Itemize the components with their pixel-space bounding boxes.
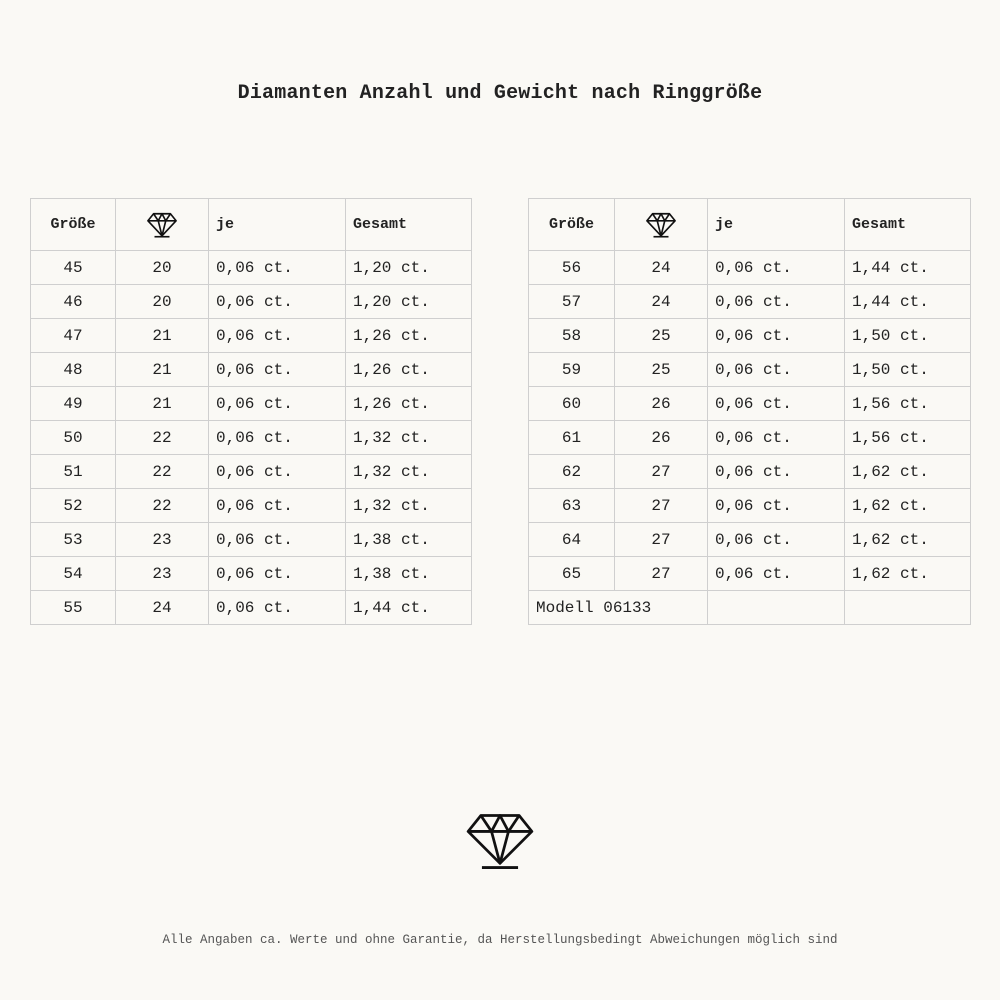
cell-size: 58 [529,319,615,353]
cell-total: 1,62 ct. [845,489,971,523]
cell-total: 1,38 ct. [346,557,472,591]
cell-size: 64 [529,523,615,557]
table-row [31,387,472,421]
empty-cell [845,591,971,625]
table-row [529,455,971,489]
empty-cell [708,591,845,625]
cell-per: 0,06 ct. [209,557,346,591]
table-row [31,455,472,489]
cell-size: 54 [31,557,116,591]
page-title: Diamanten Anzahl und Gewicht nach Ringgröße [237,82,763,105]
cell-total: 1,26 ct. [346,353,472,387]
cell-per: 0,06 ct. [708,251,845,285]
disclaimer-text: Alle Angaben ca. Werte und ohne Garantie, da Herstellungsbedingt Abweichungen möglich sind [162,933,838,947]
cell-count: 27 [615,489,708,523]
cell-per: 0,06 ct. [209,421,346,455]
table-row [31,251,472,285]
cell-size: 48 [31,353,116,387]
cell-count: 21 [116,387,209,421]
cell-per: 0,06 ct. [209,489,346,523]
cell-per: 0,06 ct. [209,387,346,421]
table-row [31,353,472,387]
cell-count: 24 [615,251,708,285]
header-size: Größe [31,199,116,251]
cell-total: 1,26 ct. [346,319,472,353]
header-per: je [209,199,346,251]
diamond-icon [116,212,208,238]
cell-total: 1,44 ct. [845,251,971,285]
size-table-right [528,198,971,625]
cell-count: 27 [615,455,708,489]
table-row [529,489,971,523]
cell-per: 0,06 ct. [708,319,845,353]
cell-per: 0,06 ct. [209,455,346,489]
table-row [529,353,971,387]
cell-size: 53 [31,523,116,557]
cell-total: 1,56 ct. [845,387,971,421]
diamond-icon [615,212,707,238]
cell-per: 0,06 ct. [209,251,346,285]
diamond-logo-icon [466,812,534,875]
cell-count: 24 [116,591,209,625]
cell-total: 1,44 ct. [346,591,472,625]
cell-per: 0,06 ct. [209,319,346,353]
cell-count: 21 [116,319,209,353]
cell-total: 1,62 ct. [845,523,971,557]
cell-count: 25 [615,319,708,353]
cell-size: 47 [31,319,116,353]
cell-count: 20 [116,251,209,285]
model-number: Modell 06133 [529,591,708,625]
cell-total: 1,20 ct. [346,285,472,319]
table-row [529,251,971,285]
table-header-row [529,199,971,251]
cell-total: 1,32 ct. [346,421,472,455]
cell-total: 1,26 ct. [346,387,472,421]
cell-size: 63 [529,489,615,523]
cell-size: 46 [31,285,116,319]
cell-size: 57 [529,285,615,319]
cell-count: 26 [615,387,708,421]
table-row [529,421,971,455]
header-size: Größe [529,199,615,251]
table-row [31,285,472,319]
table-row [529,557,971,591]
header-count [116,199,209,251]
table-header-row [31,199,472,251]
cell-size: 50 [31,421,116,455]
cell-size: 45 [31,251,116,285]
cell-count: 22 [116,489,209,523]
cell-count: 22 [116,455,209,489]
cell-size: 60 [529,387,615,421]
cell-count: 24 [615,285,708,319]
cell-total: 1,50 ct. [845,353,971,387]
cell-total: 1,38 ct. [346,523,472,557]
cell-per: 0,06 ct. [708,523,845,557]
table-row [31,523,472,557]
header-count [615,199,708,251]
cell-per: 0,06 ct. [708,557,845,591]
cell-total: 1,44 ct. [845,285,971,319]
cell-total: 1,56 ct. [845,421,971,455]
table-row [31,319,472,353]
cell-count: 23 [116,557,209,591]
cell-count: 20 [116,285,209,319]
size-table-left [30,198,472,625]
cell-per: 0,06 ct. [209,523,346,557]
cell-count: 25 [615,353,708,387]
cell-per: 0,06 ct. [209,285,346,319]
cell-size: 51 [31,455,116,489]
cell-per: 0,06 ct. [708,285,845,319]
cell-size: 55 [31,591,116,625]
cell-total: 1,32 ct. [346,455,472,489]
cell-per: 0,06 ct. [209,591,346,625]
table-row [31,421,472,455]
cell-count: 26 [615,421,708,455]
table-row [529,285,971,319]
table-row [529,523,971,557]
table-row [31,489,472,523]
cell-per: 0,06 ct. [708,455,845,489]
cell-count: 27 [615,523,708,557]
table-row [529,387,971,421]
cell-per: 0,06 ct. [708,421,845,455]
cell-size: 56 [529,251,615,285]
cell-size: 59 [529,353,615,387]
cell-per: 0,06 ct. [708,489,845,523]
cell-total: 1,20 ct. [346,251,472,285]
cell-total: 1,62 ct. [845,455,971,489]
cell-per: 0,06 ct. [708,353,845,387]
cell-per: 0,06 ct. [708,387,845,421]
table-row [31,591,472,625]
cell-count: 27 [615,557,708,591]
cell-count: 23 [116,523,209,557]
cell-count: 21 [116,353,209,387]
table-row [31,557,472,591]
header-total: Gesamt [346,199,472,251]
model-row [529,591,971,625]
cell-total: 1,50 ct. [845,319,971,353]
cell-size: 62 [529,455,615,489]
header-total: Gesamt [845,199,971,251]
cell-size: 65 [529,557,615,591]
cell-size: 52 [31,489,116,523]
cell-size: 49 [31,387,116,421]
table-row [529,319,971,353]
header-per: je [708,199,845,251]
cell-total: 1,32 ct. [346,489,472,523]
cell-count: 22 [116,421,209,455]
cell-size: 61 [529,421,615,455]
cell-total: 1,62 ct. [845,557,971,591]
cell-per: 0,06 ct. [209,353,346,387]
